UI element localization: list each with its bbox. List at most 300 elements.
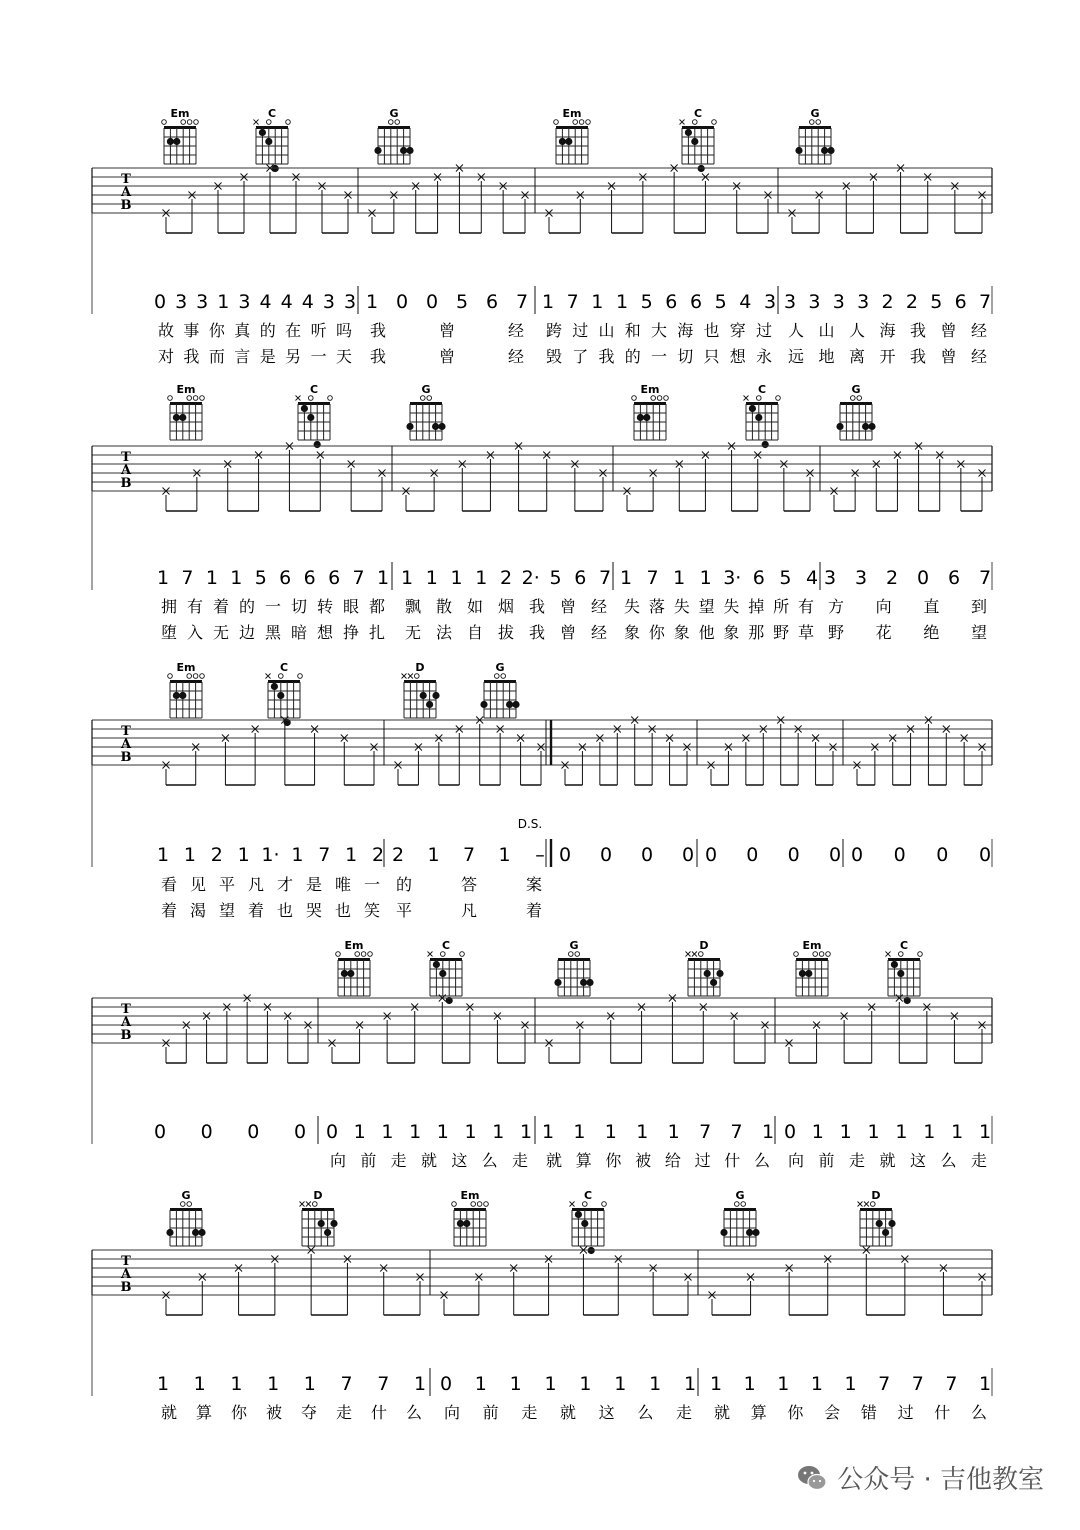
chord-diagram (480, 661, 519, 718)
tab-letter: B (120, 750, 132, 765)
lyric-char: 就 (713, 1403, 731, 1422)
lyric-char: 我 (369, 347, 387, 366)
chord-name: Em (170, 107, 190, 120)
chord-diagram (336, 939, 373, 996)
lyric-char: 走 (848, 1151, 866, 1170)
open-string-marker (810, 120, 815, 125)
chord-row (166, 1189, 895, 1254)
chord-dot (559, 138, 566, 145)
chord-name: G (735, 1189, 745, 1202)
open-string-marker (602, 1202, 607, 1207)
open-string-marker (460, 952, 465, 957)
open-string-marker (484, 1202, 489, 1207)
muted-string-marker (886, 952, 891, 957)
jianpu-note: 0 (325, 1121, 339, 1143)
lyric-char: 凡 (460, 901, 478, 920)
chord-nut (634, 402, 666, 405)
chord-dot (173, 138, 180, 145)
lyric-char: 就 (879, 1151, 896, 1170)
jianpu-note: 1 (923, 1121, 936, 1143)
chord-dot (799, 970, 806, 977)
jianpu-note: 3 (238, 291, 251, 313)
jianpu-note: 0 (746, 844, 759, 866)
muted-string-marker (408, 674, 413, 679)
chord-diagram (402, 661, 440, 718)
jianpu-note: 7 (699, 1121, 712, 1143)
lyric-char: 象 (673, 623, 690, 642)
chord-name: G (810, 107, 820, 120)
chord-diagram (886, 939, 923, 1004)
jianpu-note: 1 (474, 1373, 487, 1395)
open-string-marker (279, 674, 284, 679)
chord-diagram (374, 107, 413, 164)
jianpu-note: 1 (237, 844, 250, 866)
lyric-char: 就 (420, 1151, 438, 1170)
lyric-char: 失 (623, 597, 641, 616)
chord-dot (179, 414, 186, 421)
jianpu-note: 1 (709, 1373, 723, 1395)
measure (784, 291, 991, 366)
chord-dot (746, 1229, 753, 1236)
chord-nut (404, 680, 436, 683)
chord-nut (888, 958, 920, 961)
lyric-char: 过 (572, 321, 589, 340)
open-string-marker (168, 396, 173, 401)
lyric-char: 山 (598, 321, 615, 340)
jianpu-note: 2 (885, 567, 899, 589)
lyric-char: 直 (923, 597, 940, 616)
lyric-char: 只 (703, 347, 720, 366)
jianpu-note: 1 (345, 844, 358, 866)
chord-name: C (899, 939, 909, 952)
measure (542, 291, 776, 366)
chord-dot (406, 423, 413, 430)
numbered-notation (157, 1368, 991, 1422)
jianpu-note: 7 (515, 291, 529, 313)
chord-name: C (757, 383, 767, 396)
tab-letter: A (120, 463, 132, 478)
jianpu-note: 2· (521, 567, 540, 589)
chord-nut (170, 402, 202, 405)
chord-dot (643, 414, 650, 421)
lyric-char: 案 (525, 875, 543, 894)
open-string-marker (573, 120, 578, 125)
lyric-char: 我 (528, 623, 546, 642)
chord-diagram (795, 107, 834, 164)
jianpu-note: 1 (475, 567, 488, 589)
jianpu-note: 1 (673, 567, 686, 589)
measure (784, 1121, 991, 1170)
open-string-marker (355, 952, 360, 957)
lyric-char: 就 (545, 1151, 563, 1170)
jianpu-note: 6 (954, 291, 967, 313)
measure (824, 567, 991, 642)
muted-string-marker (864, 1202, 869, 1207)
open-string-marker (899, 952, 904, 957)
lyric-char: 拔 (497, 623, 515, 642)
jianpu-note: 1 (978, 1121, 992, 1143)
open-string-marker (495, 674, 500, 679)
measure (710, 1373, 991, 1422)
lyric-char: 山 (818, 321, 835, 340)
chord-dot (876, 1220, 883, 1227)
lyric-char: 另 (285, 347, 302, 366)
chord-nut (572, 1208, 604, 1211)
jianpu-note: 1 (413, 1373, 427, 1395)
tab-letter: B (120, 1028, 132, 1043)
lyric-char: 一 (363, 875, 381, 894)
measure (705, 844, 841, 866)
jianpu-note: 1 (464, 1121, 477, 1143)
chord-dot (586, 979, 593, 986)
chord-dot (698, 165, 705, 172)
open-string-marker (336, 952, 341, 957)
muted-string-marker (428, 952, 433, 957)
chord-name: C (279, 661, 289, 674)
lyric-char: 了 (572, 347, 589, 366)
open-string-marker (298, 674, 303, 679)
chord-dot (166, 1229, 173, 1236)
chord-diagram (680, 107, 717, 172)
numbered-notation (157, 817, 991, 920)
lyric-char: 天 (335, 347, 353, 366)
jianpu-note: 0 (293, 1121, 307, 1143)
lyric-char: 走 (390, 1151, 407, 1170)
jianpu-note: 1 (573, 1121, 586, 1143)
lyric-char: 经 (970, 347, 988, 366)
chord-dot (720, 1229, 727, 1236)
jianpu-note: 1 (649, 1373, 662, 1395)
tab-letter: T (121, 450, 131, 465)
lyric-char: 失 (723, 597, 740, 616)
measure (559, 844, 694, 866)
chord-diagram (166, 1189, 205, 1246)
lyric-char: 也 (703, 321, 720, 340)
lyric-char: 我 (183, 347, 200, 366)
chord-nut (840, 402, 872, 405)
jianpu-note: 1· (261, 844, 280, 866)
lyric-char: 无 (212, 623, 230, 642)
lyric-char: 散 (435, 597, 453, 616)
jianpu-note: 1 (156, 567, 170, 589)
lyric-char: 入 (186, 623, 204, 642)
lyric-char: 人 (848, 321, 866, 340)
lyric-char: 算 (575, 1151, 592, 1170)
lyric-char: 答 (460, 875, 478, 894)
jianpu-note: 7 (181, 567, 194, 589)
open-string-marker (181, 1202, 186, 1207)
jianpu-note: 7 (340, 1373, 353, 1395)
lyric-char: 么 (637, 1403, 654, 1422)
lyric-char: 走 (335, 1403, 353, 1422)
chord-name: Em (802, 939, 822, 952)
lyric-char: 人 (787, 321, 805, 340)
chord-dot (795, 147, 802, 154)
measure (392, 844, 545, 920)
jianpu-note: 2 (905, 291, 918, 313)
watermark-text: 公众号 · 吉他教室 (837, 1465, 1044, 1495)
jianpu-note: 0 (200, 1121, 213, 1143)
lyric-char: 落 (648, 597, 665, 616)
jianpu-note: 7 (878, 1373, 891, 1395)
lyric-char: 经 (590, 623, 608, 642)
chord-dot (836, 423, 843, 430)
muted-string-marker (402, 674, 407, 679)
lyric-char: 言 (234, 347, 251, 366)
chord-dot (432, 692, 439, 699)
open-string-marker (168, 674, 173, 679)
chord-diagram (428, 939, 465, 1004)
lyric-char: 失 (673, 597, 690, 616)
chord-dot (277, 692, 284, 699)
open-string-marker (267, 120, 272, 125)
chord-dot (704, 970, 711, 977)
jianpu-note: 0 (599, 844, 613, 866)
open-string-marker (368, 952, 373, 957)
chord-dot (420, 692, 427, 699)
chord-name: C (583, 1189, 593, 1202)
lyric-char: 看 (160, 875, 178, 894)
jianpu-note: 6 (303, 567, 316, 589)
open-string-marker (193, 674, 198, 679)
chord-dot (821, 147, 828, 154)
lyric-char: 过 (897, 1403, 914, 1422)
lyric-char: 向 (443, 1403, 461, 1422)
open-string-marker (579, 120, 584, 125)
open-string-marker (569, 952, 574, 957)
chord-dot (179, 692, 186, 699)
chord-dot (897, 970, 904, 977)
lyric-char: 如 (466, 597, 484, 616)
lyric-char: 曾 (940, 321, 957, 340)
jianpu-note: 6 (947, 567, 961, 589)
lyric-char: 无 (404, 623, 422, 642)
lyric-char: 你 (230, 1403, 248, 1422)
lyric-char: 算 (750, 1403, 767, 1422)
lyric-char: 哭 (305, 901, 323, 920)
jianpu-note: 5 (455, 291, 469, 313)
open-string-marker (421, 396, 426, 401)
jianpu-note: 1 (895, 1121, 908, 1143)
lyric-char: 什 (370, 1403, 388, 1422)
jianpu-note: 2 (210, 844, 223, 866)
jianpu-note: 3 (832, 291, 845, 313)
chord-diagram (254, 107, 291, 172)
jianpu-note: 1 (427, 844, 440, 866)
jianpu-note: 0 (850, 844, 864, 866)
chord-nut (378, 126, 410, 129)
lyric-char: 前 (482, 1403, 499, 1422)
jianpu-note: 0 (893, 844, 906, 866)
jianpu-note: 5 (549, 567, 562, 589)
lyric-char: 野 (773, 623, 790, 642)
chord-nut (170, 680, 202, 683)
jianpu-note: 1 (291, 844, 304, 866)
jianpu-note: 1 (636, 1121, 649, 1143)
jianpu-note: 0 (153, 1121, 167, 1143)
open-string-marker (693, 120, 698, 125)
chord-dot (891, 961, 898, 968)
lyric-char: 一 (650, 347, 668, 366)
jianpu-note: 3 (175, 291, 188, 313)
tab-letter: B (120, 198, 132, 213)
lyric-char: 前 (360, 1151, 377, 1170)
jianpu-note: 5 (930, 291, 943, 313)
lyric-char: 的 (238, 597, 256, 616)
lyric-char: 海 (677, 321, 694, 340)
jianpu-note: 6 (328, 567, 341, 589)
jianpu-note: 3 (854, 567, 868, 589)
jianpu-note: 1 (951, 1121, 964, 1143)
jianpu-note: 1 (205, 567, 218, 589)
jianpu-note: 1 (699, 567, 712, 589)
open-string-marker (162, 120, 167, 125)
jianpu-note: 1 (230, 567, 243, 589)
open-string-marker (918, 952, 923, 957)
lyric-char: 被 (635, 1151, 652, 1170)
jianpu-note: 1 (811, 1121, 824, 1143)
chord-name: G (181, 1189, 191, 1202)
jianpu-note: 6 (689, 291, 703, 313)
lyric-char: 扎 (368, 623, 386, 642)
open-string-marker (735, 1202, 740, 1207)
jianpu-note: 0 (704, 844, 718, 866)
open-string-marker (187, 674, 192, 679)
measure (157, 1373, 426, 1422)
jianpu-note: 0 (787, 844, 800, 866)
chord-name: G (389, 107, 399, 120)
jianpu-note: 1 (381, 1121, 394, 1143)
jianpu-note: 1 (509, 1373, 522, 1395)
jianpu-note: 0 (936, 844, 949, 866)
jianpu-note: 3 (196, 291, 209, 313)
jianpu-note: 1 (591, 291, 604, 313)
chord-dot (347, 970, 354, 977)
open-string-marker (819, 952, 824, 957)
jianpu-note: 0 (640, 844, 654, 866)
jianpu-note: 4 (259, 291, 272, 313)
wechat-icon (795, 1461, 829, 1495)
jianpu-note: 1 (376, 567, 390, 589)
lyric-char: 我 (909, 321, 927, 340)
lyric-char: 向 (875, 597, 892, 616)
lyric-char: 算 (195, 1403, 213, 1422)
open-string-marker (651, 396, 656, 401)
chord-dot (167, 138, 174, 145)
chord-dot (580, 979, 587, 986)
chord-dot (762, 441, 769, 448)
lyric-char: 曾 (940, 347, 957, 366)
chord-nut (410, 402, 442, 405)
lyric-char: 边 (238, 623, 256, 642)
chord-dot (827, 147, 834, 154)
lyric-char: 方 (827, 597, 845, 616)
chord-dot (341, 970, 348, 977)
jianpu-note: 5 (714, 291, 727, 313)
jianpu-note: 3 (343, 291, 357, 313)
chord-dot (588, 1247, 595, 1254)
chord-nut (860, 1208, 892, 1211)
lyric-char: 想 (729, 347, 746, 366)
lyric-char: 望 (970, 623, 988, 642)
lyric-char: 么 (405, 1403, 423, 1422)
chord-name: D (313, 1189, 323, 1202)
chord-dot (324, 1229, 331, 1236)
chord-name: G (495, 661, 505, 674)
open-string-marker (657, 396, 662, 401)
jianpu-note: 7 (462, 844, 476, 866)
lyric-char: 么 (940, 1151, 957, 1170)
jianpu-note: 5 (640, 291, 653, 313)
tab-letter: T (121, 724, 131, 739)
jianpu-note: 3· (723, 567, 742, 589)
chord-diagram (168, 661, 205, 718)
jianpu-note: 6 (485, 291, 499, 313)
jianpu-note: 0 (395, 291, 409, 313)
chord-dot (888, 1220, 895, 1227)
tab-staff (92, 1247, 992, 1397)
chord-nut (338, 958, 370, 961)
lyric-char: 曾 (438, 321, 456, 340)
lyric-char: 你 (787, 1403, 804, 1422)
lyric-char: 切 (677, 347, 694, 366)
chord-name: Em (460, 1189, 480, 1202)
lyric-char: 过 (755, 321, 773, 340)
jianpu-note: 2 (499, 567, 513, 589)
lyric-char: 凡 (247, 875, 265, 894)
jianpu-note: 3 (763, 291, 777, 313)
open-string-marker (632, 396, 637, 401)
open-string-marker (851, 396, 856, 401)
jianpu-note: 1 (614, 1373, 627, 1395)
muted-string-marker (744, 396, 749, 401)
open-string-marker (741, 1202, 746, 1207)
lyric-char: 掉 (748, 597, 765, 616)
lyric-char: 我 (598, 347, 615, 366)
open-string-marker (361, 952, 366, 957)
chord-name: Em (562, 107, 582, 120)
jianpu-note: 1 (519, 1121, 533, 1143)
lyric-char: 烟 (497, 597, 515, 616)
jianpu-note: 1 (667, 1121, 680, 1143)
open-string-marker (554, 120, 559, 125)
jianpu-note: 1 (604, 1121, 617, 1143)
lyric-char: 远 (787, 347, 805, 366)
jianpu-note: – (535, 844, 545, 866)
muted-string-marker (306, 1202, 311, 1207)
jianpu-note: 1 (619, 567, 633, 589)
lyric-char: 你 (605, 1151, 622, 1170)
lyric-char: 在 (285, 321, 302, 340)
lyric-char: 望 (218, 901, 236, 920)
jianpu-note: 1 (156, 1373, 170, 1395)
lyric-char: 是 (259, 347, 276, 366)
chord-nut (558, 958, 590, 961)
measure (154, 1121, 306, 1143)
lyric-char: 唯 (334, 875, 352, 894)
chord-dot (575, 1211, 582, 1218)
lyric-char: 曾 (559, 623, 577, 642)
chord-nut (746, 402, 778, 405)
chord-name: Em (344, 939, 364, 952)
chord-dot (512, 701, 519, 708)
lyric-char: 的 (624, 347, 641, 366)
lyric-char: 笑 (363, 901, 381, 920)
lyric-char: 有 (797, 597, 815, 616)
jianpu-note: 0 (916, 567, 930, 589)
chord-dot (406, 147, 413, 154)
jianpu-note: 6 (665, 291, 678, 313)
